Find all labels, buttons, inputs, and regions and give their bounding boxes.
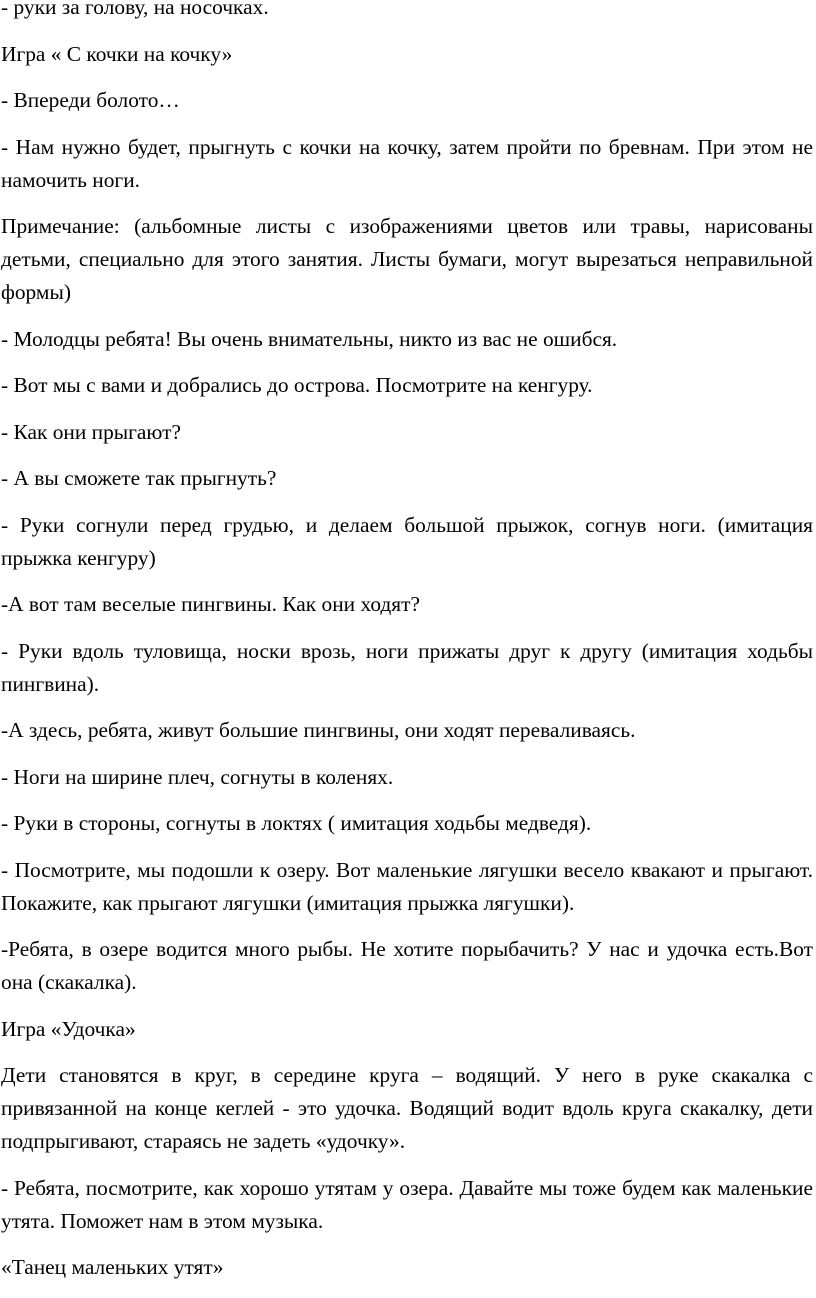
note-paragraph: Примечание: (альбомные листы с изображениями цветов или травы, нарисованы детьми, специально для этого занятия. Листы бумаги, могут вырезаться неправильной формы) <box>1 214 813 304</box>
paragraph-19: Дети становятся в круг, в середине круга – водящий. У него в руке скакалка с привязанной на конце кеглей - это удочка. Водящий водит вдоль круга скакалку, дети подпрыгивают, стараясь не задеть «удочку». <box>1 1063 813 1153</box>
document-page <box>1 0 813 1298</box>
paragraph-13: -А здесь, ребята, живут большие пингвины, они ходят переваливаясь. <box>1 718 636 742</box>
paragraph-15: - Руки в стороны, согнуты в локтях ( имитация ходьбы медведя). <box>1 811 592 835</box>
dance-title: «Танец маленьких утят» <box>1 1255 224 1279</box>
paragraph-20: - Ребята, посмотрите, как хорошо утятам у озера. Давайте мы тоже будем как маленькие утята. Поможет нам в этом музыка. <box>1 1175 813 1233</box>
paragraph-9: - А вы сможете так прыгнуть? <box>1 466 277 490</box>
paragraph-1: - руки за голову, на носочках. <box>1 0 269 19</box>
paragraph-16: - Посмотрите, мы подошли к озеру. Вот маленькие лягушки весело квакают и прыгают. Покажите, как прыгают лягушки (имитация прыжка лягушки). <box>1 857 813 915</box>
game-title-hummocks: Игра « С кочки на кочку» <box>1 41 233 66</box>
paragraph-10: - Руки согнули перед грудью, и делаем большой прыжок, согнув ноги. (имитация прыжка кенгуру) <box>1 512 813 570</box>
paragraph-6: - Молодцы ребята! Вы очень внимательны, никто из вас не ошибся. <box>1 326 618 351</box>
paragraph-4: - Нам нужно будет, прыгнуть с кочки на кочку, затем пройти по бревнам. При этом не намочить ноги. <box>1 134 813 192</box>
paragraph-8: - Как они прыгают? <box>1 419 181 444</box>
paragraph-14: - Ноги на ширине плеч, согнуты в коленях. <box>1 764 394 789</box>
paragraph-3: - Впереди болото… <box>1 88 180 112</box>
game-title-fishing-rod: Игра «Удочка» <box>1 1016 136 1041</box>
paragraph-12: - Руки вдоль туловища, носки врозь, ноги прижаты друг к другу (имитация ходьбы пингвина). <box>1 638 813 696</box>
paragraph-11: -А вот там веселые пингвины. Как они ходят? <box>1 592 420 616</box>
paragraph-7: - Вот мы с вами и добрались до острова. Посмотрите на кенгуру. <box>1 373 593 397</box>
paragraph-17: -Ребята, в озере водится много рыбы. Не хотите порыбачить? У нас и удочка есть.Вот она (скакалка). <box>1 937 813 994</box>
